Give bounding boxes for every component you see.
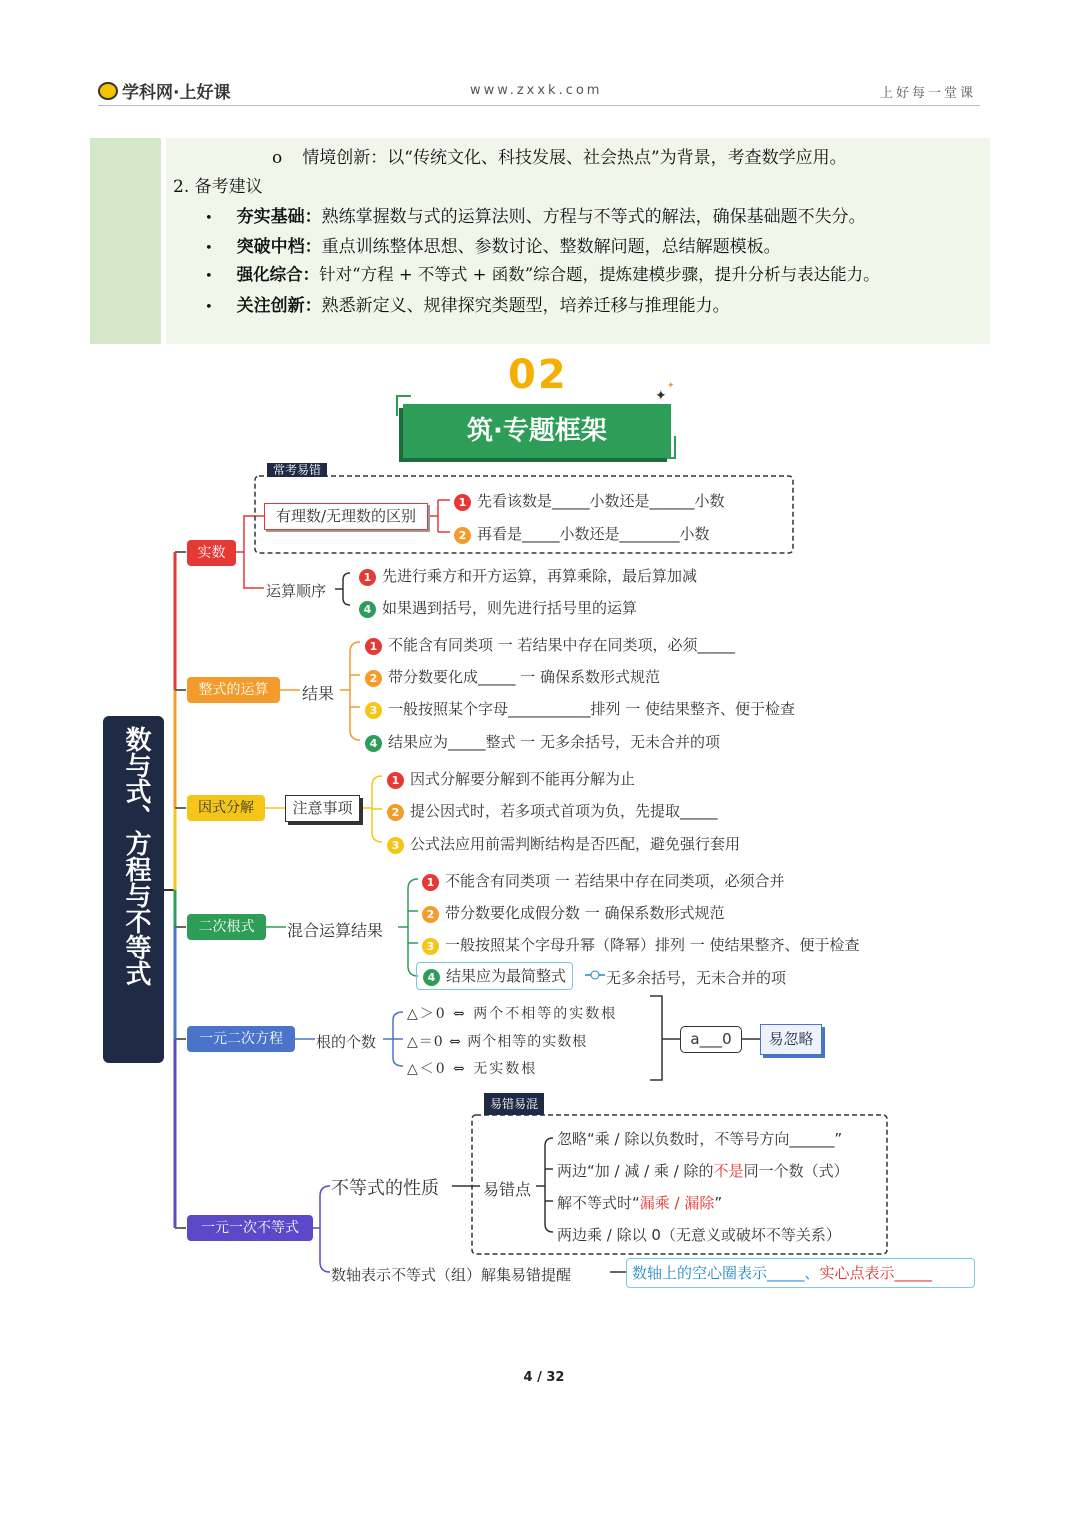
svg-text:✦: ✦: [667, 381, 675, 391]
item-check-decimal-1: 1 先看该数是_____小数还是______小数: [454, 490, 725, 511]
svg-text:✦: ✦: [655, 388, 667, 404]
item-order-1: 1 先进行乘方和开方运算，再算乘除，最后算加减: [359, 565, 697, 586]
branch-polynomial-operations: 整式的运算: [187, 677, 280, 703]
logo-text: 学科网·上好课: [122, 83, 231, 103]
item-discriminant-zero: △＝0 ⇔ 两个相等的实数根: [407, 1034, 588, 1050]
node-number-line: 数轴表示不等式（组）解集易错提醒: [331, 1266, 572, 1284]
list-item: • 强化综合：针对“方程 + 不等式 + 函数”综合题，提炼建模步骤，提升分析与表达能力。: [205, 265, 880, 284]
section-number: 02: [508, 352, 568, 398]
item-factor-2: 2 提公因式时，若多项式首项为负，先提取_____: [387, 800, 718, 821]
tag-easily-ignored: 易忽略: [760, 1024, 822, 1055]
node-result: 结果: [302, 684, 335, 703]
item-error-4: 两边乘 / 除以 0（无意义或破坏不等关系）: [557, 1226, 841, 1244]
list-item: • 夯实基础：熟练掌握数与式的运算法则、方程与不等式的解法，确保基础题不失分。: [205, 207, 866, 227]
item-radical-3: 3 一般按照某个字母升幂（降幂）排列 一 使结果整齐、便于检查: [422, 934, 860, 955]
header-slogan: 上好每一堂课: [880, 86, 977, 101]
list-item: • 关注创新：熟悉新定义、规律探究类题型，培养迁移与推理能力。: [205, 296, 730, 316]
item-poly-4: 4 结果应为_____整式 一 无多余括号，无未合并的项: [365, 731, 720, 752]
item-poly-2: 2 带分数要化成_____ 一 确保系数形式规范: [365, 666, 660, 687]
item-factor-3: 3 公式法应用前需判断结构是否匹配，避免强行套用: [387, 833, 740, 854]
branch-quadratic-equation: 一元二次方程: [187, 1026, 295, 1052]
item-poly-1: 1 不能含有同类项 一 若结果中存在同类项，必须_____: [365, 634, 735, 655]
node-mixed-result: 混合运算结果: [287, 921, 384, 940]
item-discriminant-positive: △＞0 ⇔ 两个不相等的实数根: [407, 1006, 618, 1022]
item-radical-1: 1 不能含有同类项 一 若结果中存在同类项，必须合并: [422, 870, 785, 891]
node-inequality-properties: 不等式的性质: [331, 1178, 439, 1199]
section-title: 筑·专题框架: [403, 404, 671, 458]
list-item: • 突破中档：重点训练整体思想、参数讨论、整数解问题，总结解题模板。: [205, 237, 781, 257]
item-radical-4-note: 无多余括号，无未合并的项: [606, 969, 787, 987]
table-line1: o 情境创新：以“传统文化、科技发展、社会热点”为背景，考查数学应用。: [272, 148, 847, 168]
node-notes: 注意事项: [285, 795, 360, 822]
node-root-count: 根的个数: [316, 1033, 377, 1051]
branch-factorization: 因式分解: [187, 795, 265, 821]
item-order-2: 4 如果遇到括号，则先进行括号里的运算: [359, 597, 637, 618]
branch-linear-inequality: 一元一次不等式: [187, 1215, 313, 1241]
tag-common-errors: 常考易错: [267, 463, 327, 477]
tag-easy-mistakes: 易错易混: [484, 1093, 544, 1115]
item-error-1: 忽略“乘 / 除以负数时，不等号方向______”: [557, 1130, 843, 1148]
item-factor-1: 1 因式分解要分解到不能再分解为止: [387, 768, 635, 789]
branch-real-numbers: 实数: [187, 540, 236, 566]
header-site: www.zxxk.com: [470, 83, 603, 98]
item-radical-2: 2 带分数要化成假分数 一 确保系数形式规范: [422, 902, 725, 923]
item-error-2: 两边“加 / 减 / 乘 / 除的不是同一个数（式）: [557, 1162, 849, 1180]
node-number-line-rule: 数轴上的空心圈表示_____、实心点表示_____: [626, 1258, 975, 1288]
node-a-condition: a___0: [680, 1026, 742, 1053]
node-rational-irrational: 有理数/无理数的区别: [264, 503, 428, 530]
root-label: 数与式、方程与不等式: [121, 726, 151, 986]
item-poly-3: 3 一般按照某个字母___________排列 一 使结果整齐、便于检查: [365, 698, 795, 719]
item-error-3: 解不等式时“漏乘 / 漏除”: [557, 1194, 723, 1212]
branch-quadratic-radicals: 二次根式: [187, 914, 266, 940]
table-line2: 2. 备考建议: [173, 177, 263, 197]
item-discriminant-negative: △＜0 ⇔ 无实数根: [407, 1061, 538, 1077]
page-number: 4 / 32: [523, 1370, 565, 1385]
node-error-points: 易错点: [483, 1180, 532, 1199]
item-check-decimal-2: 2 再看是_____小数还是________小数: [454, 523, 710, 544]
item-radical-4: 4 结果应为最简整式: [416, 962, 573, 990]
node-operation-order: 运算顺序: [266, 582, 327, 600]
